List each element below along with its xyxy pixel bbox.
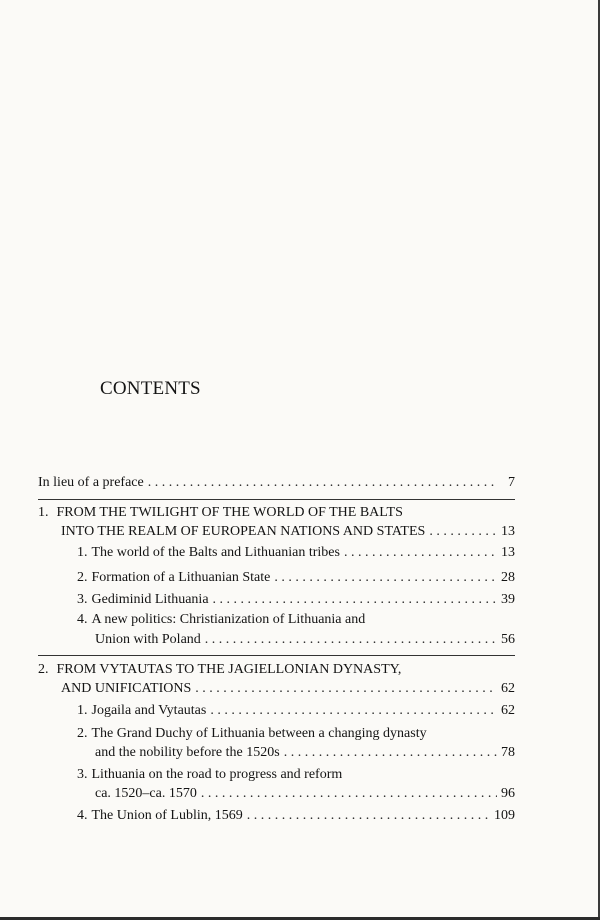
toc-section-2-2[interactable] (77, 726, 515, 746)
leader-dots (210, 703, 497, 719)
toc-section-2-2-cont[interactable] (95, 745, 515, 765)
section-title: Gediminid Lithuania (91, 592, 209, 607)
page-number: 109 (494, 808, 515, 823)
section-title-line2: ca. 1520–ca. 1570 (95, 786, 197, 801)
page-number: 96 (501, 786, 515, 801)
toc-section-2-1[interactable] (77, 703, 515, 723)
section-number: 2. (77, 726, 88, 741)
leader-dots (201, 786, 497, 802)
page-number: 13 (501, 524, 515, 539)
toc-chapter-2-cont[interactable] (61, 681, 515, 701)
section-title-line2: Union with Poland (95, 632, 201, 647)
section-number: 4. (77, 808, 88, 823)
divider (38, 499, 515, 500)
section-number: 1. (77, 545, 88, 560)
section-number: 1. (77, 703, 88, 718)
toc-section-1-1[interactable] (77, 545, 515, 565)
section-title-line1: The Grand Duchy of Lithuania between a changing dynasty (91, 726, 427, 741)
chapter-number: 2. (38, 662, 49, 677)
section-title: The world of the Balts and Lithuanian tribes (91, 545, 340, 560)
leader-dots (247, 808, 490, 824)
toc-section-2-4[interactable] (77, 808, 515, 828)
section-title-line1: Lithuania on the road to progress and reform (91, 767, 343, 782)
toc-section-1-4-cont[interactable] (95, 632, 515, 652)
page-number: 62 (501, 703, 515, 718)
section-number: 4. (77, 612, 88, 627)
toc-chapter-1[interactable] (38, 505, 515, 525)
section-title-line1: A new politics: Christianization of Lithuania and (91, 612, 366, 627)
page-number: 39 (501, 592, 515, 607)
toc-chapter-1-cont[interactable] (61, 524, 515, 544)
toc-chapter-2[interactable] (38, 662, 515, 682)
entry-title: In lieu of a preface (38, 475, 144, 490)
leader-dots (213, 592, 497, 608)
section-title: The Union of Lublin, 1569 (91, 808, 243, 823)
section-number: 3. (77, 767, 88, 782)
section-title: Jogaila and Vytautas (91, 703, 207, 718)
leader-dots (148, 475, 497, 491)
toc-entry-preface[interactable] (38, 475, 515, 495)
chapter-title-line1: FROM THE TWILIGHT OF THE WORLD OF THE BALTS (56, 505, 403, 520)
section-number: 3. (77, 592, 88, 607)
toc-section-1-4[interactable] (77, 612, 515, 632)
chapter-title-line2: INTO THE REALM OF EUROPEAN NATIONS AND STATES (61, 524, 426, 539)
toc-section-1-2[interactable] (77, 570, 515, 590)
chapter-number: 1. (38, 505, 49, 520)
section-number: 2. (77, 570, 88, 585)
toc-section-2-3[interactable] (77, 767, 515, 787)
toc-section-1-3[interactable] (77, 592, 515, 612)
page-number: 28 (501, 570, 515, 585)
page-number: 78 (501, 745, 515, 760)
chapter-title-line1: FROM VYTAUTAS TO THE JAGIELLONIAN DYNASTY, (56, 662, 402, 677)
toc-section-2-3-cont[interactable] (95, 786, 515, 806)
page-number: 7 (508, 475, 515, 490)
leader-dots (344, 545, 497, 561)
page-number: 13 (501, 545, 515, 560)
section-title-line2: and the nobility before the 1520s (95, 745, 280, 760)
leader-dots (274, 570, 497, 586)
page-number: 62 (501, 681, 515, 696)
leader-dots (205, 632, 497, 648)
chapter-title-line2: AND UNIFICATIONS (61, 681, 192, 696)
leader-dots (195, 681, 497, 697)
page-title: CONTENTS (100, 378, 201, 399)
section-title: Formation of a Lithuanian State (91, 570, 271, 585)
leader-dots (284, 745, 497, 761)
leader-dots (429, 524, 497, 540)
page-number: 56 (501, 632, 515, 647)
divider (38, 655, 515, 656)
